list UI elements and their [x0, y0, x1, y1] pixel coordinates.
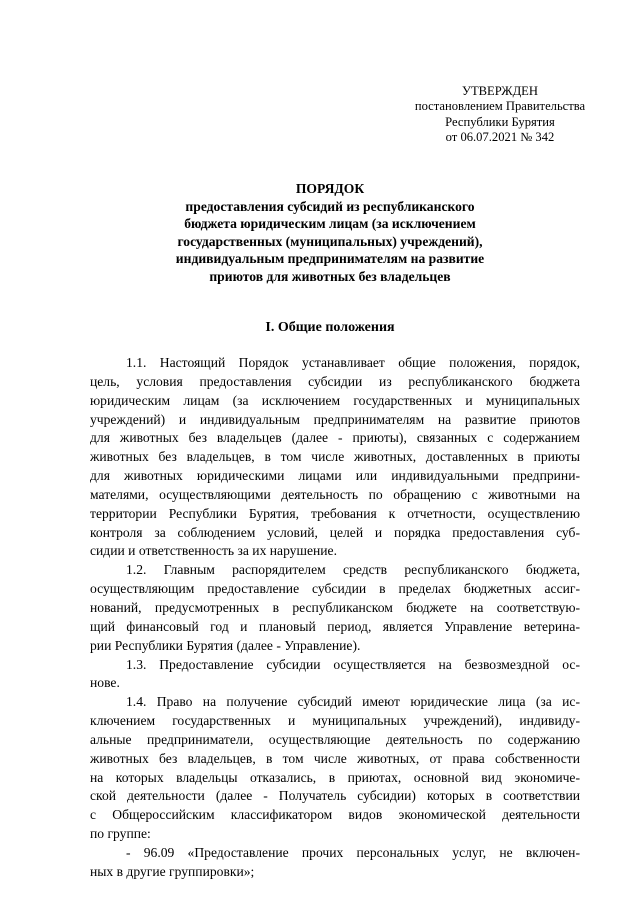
body-line: мателями, осуществляющими деятельность по обращению с животными на — [90, 486, 580, 502]
approval-stamp — [405, 84, 595, 145]
body-line: территории Республики Бурятия, требования к отчетности, осуществлению — [90, 505, 580, 521]
body-line: животных без владельцев, в том числе животных, от права собственности — [90, 750, 580, 766]
body-line: 1.4. Право на получение субсидий имеют юридические лица (за ис- — [126, 694, 580, 710]
body-line: на которых владельцы отказались, в приютах, основной вид экономиче- — [90, 769, 580, 785]
body-line: ской деятельности (далее - Получатель субсидии) которых в соответствии — [90, 788, 580, 804]
body-line: для животных юридическими лицами или индивидуальными предприни- — [90, 468, 580, 484]
body-line: юридическим лицам (за исключением государственных и муниципальных — [90, 392, 580, 408]
body-line: нове. — [90, 675, 120, 691]
approval-line: от 06.07.2021 № 342 — [445, 129, 555, 144]
title-line: ПОРЯДОК — [295, 181, 365, 196]
body-text — [90, 354, 580, 882]
title-line: государственных (муниципальных) учреждений), — [177, 233, 483, 249]
body-line: ключением государственных и муниципальных учреждений), индивиду- — [90, 713, 580, 729]
body-line: для животных без владельцев (далее - приюты), связанных с содержанием — [90, 430, 580, 446]
body-line: по группе: — [90, 826, 151, 842]
title-line: приютов для животных без владельцев — [209, 268, 451, 284]
body-line: осуществляющим предоставление субсидии в пределах бюджетных ассиг- — [90, 581, 580, 597]
body-line: 1.2. Главным распорядителем средств республиканского бюджета, — [126, 562, 580, 578]
body-line: цель, условия предоставления субсидии из республиканского бюджета — [90, 373, 580, 389]
approval-line: Республики Бурятия — [445, 114, 555, 129]
body-line: рии Республики Бурятия (далее - Управление). — [90, 637, 361, 653]
body-line: с Общероссийским классификатором видов экономической деятельности — [90, 807, 580, 823]
body-line: контроля за соблюдением условий, целей и порядка предоставления суб- — [90, 524, 580, 540]
body-line: ных в другие группировки»; — [90, 863, 255, 879]
title-line: бюджета юридическим лицам (за исключением — [184, 216, 476, 232]
body-line: альные предприниматели, осуществляющие деятельность по содержанию — [90, 731, 580, 747]
section-heading: I. Общие положения — [265, 320, 395, 335]
body-line: нований, предусмотренных в республиканском бюджете на соответствую- — [90, 599, 580, 615]
body-line: сидии и ответственность за их нарушение. — [90, 543, 337, 559]
approval-line: УТВЕРЖДЕН — [462, 84, 538, 98]
approval-line: постановлением Правительства — [414, 99, 586, 114]
title-line: предоставления субсидий из республиканского — [185, 198, 475, 214]
body-line: учреждений) и индивидуальным предпринимателям на развитие приютов — [90, 411, 580, 427]
body-line: 1.1. Настоящий Порядок устанавливает общие положения, порядок, — [126, 355, 580, 370]
body-line: - 96.09 «Предоставление прочих персональных услуг, не включен- — [126, 844, 580, 860]
body-line: животных без владельцев, в том числе животных, доставленных в приюты — [90, 449, 580, 465]
document-title — [70, 180, 590, 286]
body-line: щий финансовый год и плановый период, является Управление ветерина- — [90, 618, 580, 634]
body-line: 1.3. Предоставление субсидии осуществляется на безвозмездной ос- — [126, 656, 580, 672]
title-line: индивидуальным предпринимателям на развитие — [175, 251, 485, 267]
